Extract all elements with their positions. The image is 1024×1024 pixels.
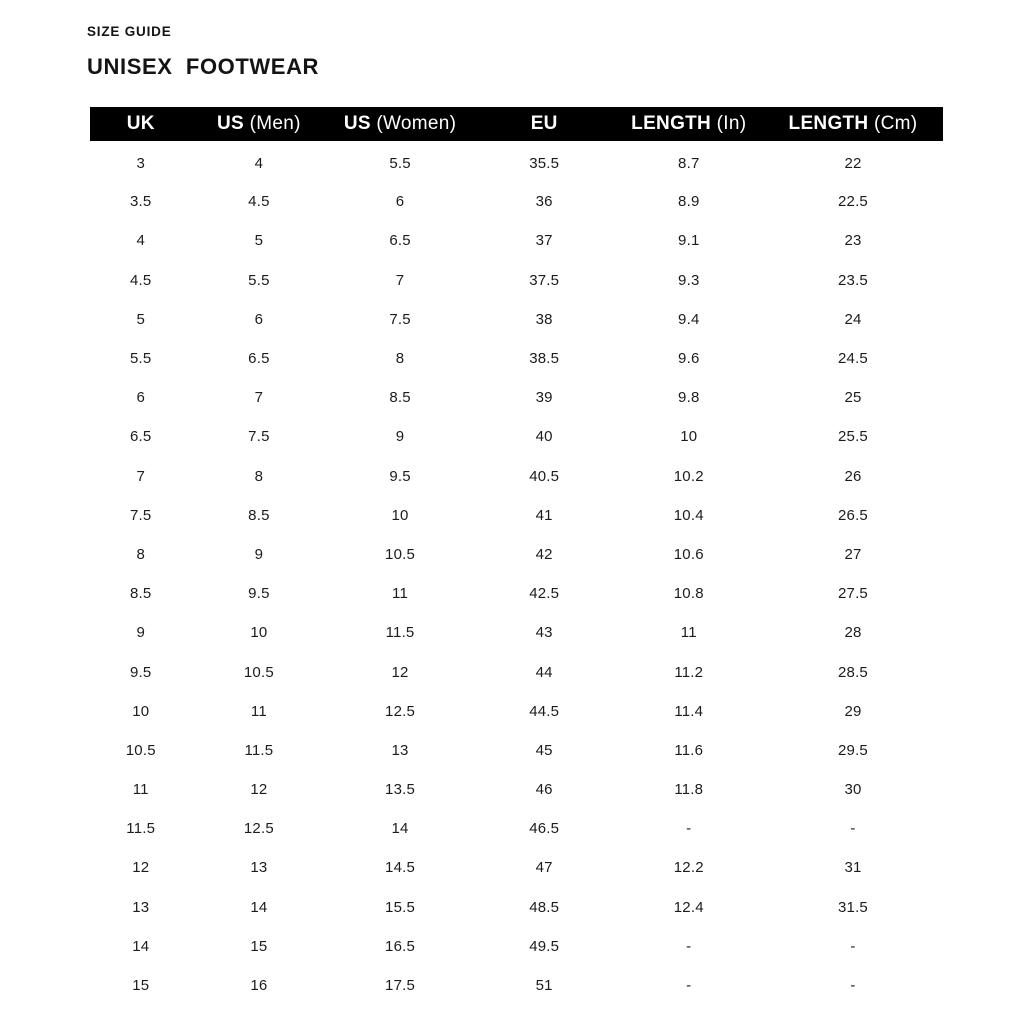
size-cell-us-men: 12.5 (243, 820, 274, 838)
table-row (90, 574, 943, 613)
size-cell-uk: 5.5 (130, 350, 152, 368)
column-header-us-women: US (Women) (326, 107, 474, 143)
size-cell-us-women: 17.5 (385, 977, 416, 995)
size-cell-us-women: 14 (391, 820, 409, 838)
size-cell-uk: 4.5 (130, 271, 152, 289)
table-row (90, 848, 943, 887)
size-cell-length-in: 10.2 (673, 467, 704, 485)
size-cell-length-cm: 27 (844, 545, 862, 563)
size-cell-us-women: 11 (392, 585, 409, 603)
size-cell-us-women: 13 (391, 741, 409, 759)
size-cell-length-in: 11.8 (674, 781, 704, 799)
size-cell-us-men: 6 (254, 310, 264, 328)
table-row (90, 417, 943, 456)
size-cell-eu: 38.5 (529, 350, 560, 368)
size-cell-us-men: 16 (250, 977, 268, 995)
size-cell-length-in: - (686, 820, 692, 838)
size-cell-us-men: 4.5 (248, 193, 270, 211)
table-row (90, 692, 943, 731)
size-cell-us-men: 5 (254, 232, 264, 250)
size-cell-eu: 46.5 (529, 820, 560, 838)
size-cell-length-cm: 23 (844, 232, 862, 250)
column-header-length-cm: LENGTH (Cm) (763, 107, 943, 143)
size-cell-length-in: 9.6 (678, 350, 700, 368)
size-cell-us-men: 14 (250, 898, 268, 916)
column-header-us-women-code: US (343, 112, 371, 134)
size-guide-label: SIZE GUIDE (87, 24, 172, 39)
size-cell-uk: 8 (136, 545, 146, 563)
table-row (90, 261, 943, 300)
size-cell-us-women: 5.5 (389, 155, 411, 173)
size-cell-length-cm: 26.5 (837, 506, 868, 524)
size-cell-length-in: 11 (680, 624, 697, 642)
table-row (90, 182, 943, 221)
size-cell-uk: 10 (132, 702, 150, 720)
size-cell-length-in: 11.2 (674, 663, 704, 681)
size-cell-length-in: 11.4 (674, 702, 704, 720)
size-cell-length-cm: 24 (844, 310, 862, 328)
size-cell-us-men: 4 (254, 155, 264, 173)
size-cell-uk: 6 (136, 389, 146, 407)
size-cell-eu: 38 (535, 310, 553, 328)
size-cell-length-cm: 29.5 (837, 741, 868, 759)
size-cell-us-men: 10.5 (243, 663, 274, 681)
table-row (90, 652, 943, 691)
size-cell-eu: 44.5 (529, 702, 560, 720)
column-header-length-cm-code: LENGTH (788, 112, 869, 134)
size-cell-length-cm: 22 (844, 155, 862, 173)
size-cell-eu: 40.5 (529, 467, 560, 485)
size-cell-length-cm: 27.5 (837, 585, 868, 603)
size-cell-us-women: 8.5 (389, 389, 411, 407)
size-cell-length-cm: - (850, 937, 856, 955)
table-row (90, 378, 943, 417)
size-cell-length-cm: 31.5 (837, 898, 868, 916)
size-cell-us-men: 13 (250, 859, 268, 877)
size-cell-length-in: 10 (680, 428, 698, 446)
size-cell-eu: 40 (535, 428, 553, 446)
size-cell-eu: 45 (535, 741, 553, 759)
size-cell-eu: 49.5 (529, 937, 560, 955)
size-cell-length-in: 11.6 (674, 741, 704, 759)
size-cell-us-women: 10 (391, 506, 409, 524)
size-cell-uk: 14 (132, 937, 150, 955)
size-cell-eu: 36 (535, 193, 553, 211)
size-cell-us-women: 15.5 (385, 898, 416, 916)
size-cell-us-men: 9.5 (248, 585, 270, 603)
size-cell-length-cm: 30 (844, 781, 862, 799)
table-row (90, 613, 943, 652)
size-cell-length-in: 10.6 (673, 545, 704, 563)
size-cell-us-women: 10.5 (385, 545, 416, 563)
size-cell-uk: 11.5 (126, 820, 156, 838)
size-cell-uk: 5 (136, 310, 146, 328)
size-cell-length-cm: 28 (844, 624, 862, 642)
size-cell-us-men: 11 (250, 702, 267, 720)
size-cell-length-in: 9.1 (678, 232, 700, 250)
table-row (90, 300, 943, 339)
size-cell-eu: 39 (535, 389, 553, 407)
size-cell-eu: 44 (535, 663, 553, 681)
size-cell-eu: 37.5 (529, 271, 560, 289)
size-cell-uk: 3.5 (130, 193, 152, 211)
size-cell-length-in: 8.7 (678, 155, 700, 173)
column-header-eu (474, 107, 615, 143)
size-cell-eu: 42 (535, 545, 553, 563)
size-cell-length-cm: 26 (844, 467, 862, 485)
size-cell-length-cm: 25 (844, 389, 862, 407)
size-cell-eu: 43 (535, 624, 553, 642)
size-cell-us-men: 15 (250, 937, 268, 955)
table-row (90, 221, 943, 260)
size-cell-length-cm: 28.5 (837, 663, 868, 681)
size-cell-us-women: 6 (395, 193, 405, 211)
size-cell-uk: 13 (132, 898, 150, 916)
column-header-length-in: LENGTH (In) (615, 107, 763, 143)
size-cell-length-in: 9.3 (678, 271, 700, 289)
size-cell-eu: 46 (535, 781, 553, 799)
page-title: UNISEX FOOTWEAR (87, 54, 320, 79)
size-cell-uk: 10.5 (125, 741, 156, 759)
size-cell-length-cm: 25.5 (837, 428, 868, 446)
size-cell-length-cm: 24.5 (837, 350, 868, 368)
size-cell-length-in: 9.4 (678, 310, 700, 328)
size-cell-eu: 42.5 (529, 585, 560, 603)
size-cell-length-in: - (686, 937, 692, 955)
size-cell-us-men: 10 (250, 624, 268, 642)
table-row (90, 731, 943, 770)
column-header-uk (90, 107, 192, 143)
table-row (90, 535, 943, 574)
column-header-us-men: US (Men) (192, 107, 327, 143)
size-cell-us-men: 8.5 (248, 506, 270, 524)
table-row (90, 966, 943, 1005)
size-cell-eu: 35.5 (529, 155, 560, 173)
table-row (90, 770, 943, 809)
size-cell-eu: 37 (535, 232, 553, 250)
size-cell-length-in: 12.2 (673, 859, 704, 877)
size-cell-length-in: 10.8 (673, 585, 704, 603)
size-cell-uk: 9 (136, 624, 146, 642)
size-cell-us-women: 13.5 (385, 781, 416, 799)
size-cell-length-cm: - (850, 820, 856, 838)
column-header-uk-code: UK (126, 112, 155, 134)
table-header-row (90, 107, 943, 143)
column-header-us-men-code: US (217, 112, 245, 134)
size-cell-uk: 4 (136, 232, 146, 250)
size-cell-uk: 11 (132, 781, 149, 799)
size-cell-eu: 51 (535, 977, 553, 995)
size-cell-us-men: 6.5 (248, 350, 270, 368)
size-cell-length-in: 8.9 (678, 193, 700, 211)
size-cell-us-women: 12.5 (385, 702, 416, 720)
size-cell-uk: 12 (132, 859, 150, 877)
size-cell-us-men: 7.5 (248, 428, 270, 446)
size-cell-us-men: 12 (250, 781, 268, 799)
size-cell-us-women: 16.5 (385, 937, 416, 955)
size-cell-length-cm: 29 (844, 702, 862, 720)
size-cell-us-men: 5.5 (248, 271, 270, 289)
size-cell-us-women: 12 (391, 663, 409, 681)
size-cell-us-women: 9 (395, 428, 405, 446)
size-cell-us-men: 11.5 (244, 741, 274, 759)
size-cell-us-men: 7 (254, 389, 264, 407)
size-cell-eu: 47 (535, 859, 553, 877)
size-cell-uk: 3 (136, 155, 146, 173)
size-cell-eu: 41 (535, 506, 553, 524)
size-cell-uk: 7 (136, 467, 146, 485)
size-cell-us-men: 9 (254, 545, 264, 563)
size-cell-length-cm: 22.5 (837, 193, 868, 211)
table-row (90, 143, 943, 182)
column-header-eu-code: EU (530, 112, 558, 134)
size-cell-uk: 7.5 (130, 506, 152, 524)
table-row (90, 927, 943, 966)
size-cell-length-cm: - (850, 977, 856, 995)
size-cell-eu: 48.5 (529, 898, 560, 916)
table-row (90, 339, 943, 378)
size-cell-us-men: 8 (254, 467, 264, 485)
size-cell-us-women: 14.5 (385, 859, 416, 877)
table-row (90, 457, 943, 496)
size-cell-us-women: 11.5 (385, 624, 415, 642)
size-cell-length-cm: 23.5 (837, 271, 868, 289)
size-cell-us-women: 9.5 (389, 467, 411, 485)
size-cell-length-in: 12.4 (673, 898, 704, 916)
size-cell-length-cm: 31 (844, 859, 862, 877)
size-cell-us-women: 7.5 (389, 310, 411, 328)
size-cell-uk: 15 (132, 977, 150, 995)
size-conversion-table (90, 107, 943, 1005)
size-cell-us-women: 8 (395, 350, 405, 368)
table-row (90, 888, 943, 927)
size-cell-length-in: 9.8 (678, 389, 700, 407)
size-cell-uk: 9.5 (130, 663, 152, 681)
size-cell-us-women: 6.5 (389, 232, 411, 250)
size-cell-uk: 6.5 (130, 428, 152, 446)
table-row (90, 496, 943, 535)
table-row (90, 809, 943, 848)
size-cell-length-in: - (686, 977, 692, 995)
column-header-length-in-code: LENGTH (631, 112, 712, 134)
size-cell-us-women: 7 (395, 271, 405, 289)
size-cell-uk: 8.5 (130, 585, 152, 603)
size-cell-length-in: 10.4 (673, 506, 704, 524)
